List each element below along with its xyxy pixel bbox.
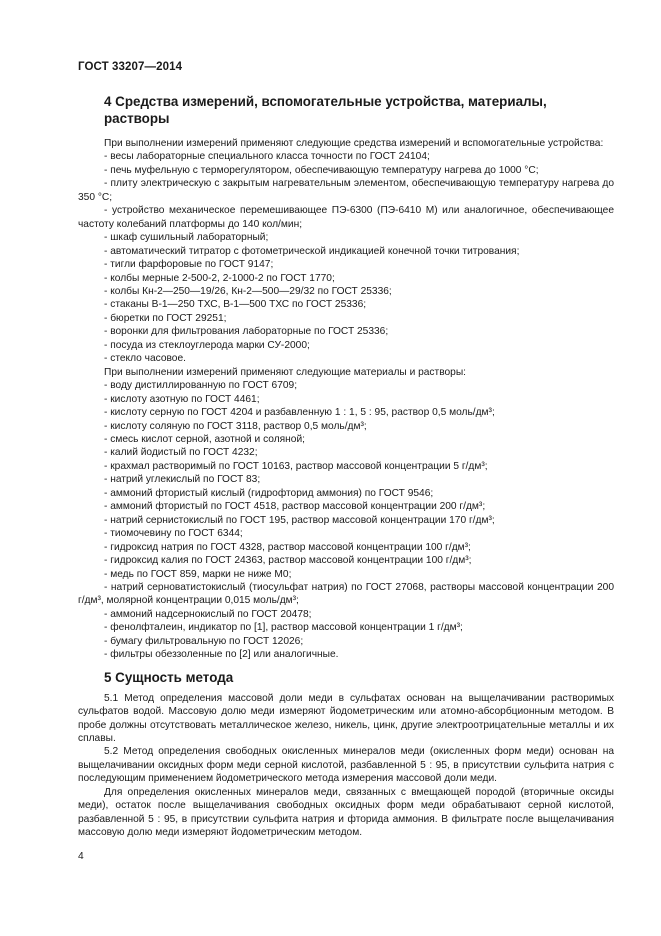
list-item: - натрий сернистокислый по ГОСТ 195, раствор массовой концентрации 170 г/дм³;	[104, 514, 495, 526]
list-item: - бюретки по ГОСТ 29251;	[104, 312, 227, 324]
list-item: - тигли фарфоровые по ГОСТ 9147;	[104, 259, 274, 271]
list-item: - плиту электрическую с закрытым нагревательным элементом, обеспечивающую температуру нагрева до 350 °С;	[78, 178, 614, 203]
list-item: - смесь кислот серной, азотной и соляной;	[104, 433, 305, 445]
list-item: - фенолфталеин, индикатор по [1], раствор массовой концентрации 1 г/дм³;	[104, 622, 463, 634]
list-item: - фильтры обеззоленные по [2] или аналогичные.	[104, 649, 339, 661]
section-5-title: 5 Сущность метода	[104, 669, 234, 685]
paragraph-5-2: 5.2 Метод определения свободных окисленных минералов меди (окисленных форм меди) основан на выщелачивании оксидных форм меди серной кислотой, разбавленной 5 : 95, в присутствии сульфита натрия с последующим применением йодометрического метода измерения массовой доли меди.	[78, 746, 614, 785]
section-4-title: 4 Средства измерений, вспомогательные устройства, материалы, растворы	[104, 94, 547, 126]
list-item: - посуда из стеклоуглерода марки СУ-2000;	[104, 339, 310, 351]
instruments-intro: При выполнении измерений применяют следующие средства измерений и вспомогательные устройства:	[104, 138, 604, 149]
list-item: - колбы мерные 2-500-2, 2-1000-2 по ГОСТ 1770;	[104, 272, 335, 284]
list-item: - тиомочевину по ГОСТ 6344;	[104, 528, 243, 540]
list-item: - колбы Кн-2—250—19/26, Кн-2—500—29/32 по ГОСТ 25336;	[104, 285, 392, 297]
list-item: - шкаф сушильный лабораторный;	[104, 232, 269, 244]
paragraph-5-1: 5.1 Метод определения массовой доли меди в сульфатах основан на выщелачивании растворимых сульфатов водой. Массовую долю меди измеряют йодометрическим или атомно-абсорбционным методом. В пробе должны отсутствовать металлическое железо, никель, цинк, другие электроотрицательные металлы и их сплавы.	[78, 692, 614, 745]
list-item: - аммоний фтористый по ГОСТ 4518, раствор массовой концентрации 200 г/дм³;	[104, 501, 486, 513]
list-item: - воронки для фильтрования лабораторные по ГОСТ 25336;	[104, 326, 389, 338]
list-item: - воду дистиллированную по ГОСТ 6709;	[104, 380, 298, 392]
list-item: - весы лабораторные специального класса точности по ГОСТ 24104;	[104, 151, 430, 163]
list-item: - стаканы В-1—250 ТХС, В-1—500 ТХС по ГОСТ 25336;	[104, 299, 367, 311]
list-item: - аммоний фтористый кислый (гидрофторид аммония) по ГОСТ 9546;	[104, 487, 434, 499]
materials-intro: При выполнении измерений применяют следующие материалы и растворы:	[104, 366, 466, 378]
list-item: - медь по ГОСТ 859, марки не ниже М0;	[104, 568, 292, 580]
list-item: - гидроксид натрия по ГОСТ 4328, раствор массовой концентрации 100 г/дм³;	[104, 541, 471, 553]
list-item: - калий йодистый по ГОСТ 4232;	[104, 447, 258, 459]
list-item: - аммоний надсернокислый по ГОСТ 20478;	[104, 608, 312, 620]
list-item: - бумагу фильтровальную по ГОСТ 12026;	[104, 635, 304, 647]
list-item: - кислоту серную по ГОСТ 4204 и разбавленную 1 : 1, 5 : 95, раствор 0,5 моль/дм³;	[104, 407, 495, 419]
paragraph-5-2-continued: Для определения окисленных минералов меди, связанных с вмещающей породой (вторичные оксиды меди), остаток после выщелачивания свободных оксидных форм меди обрабатывают серной кислотой, разбавленной 5 : 95, в присутствии сульфита натрия и фторида аммония. В фильтрате после выщелачивания массовую долю меди измеряют йодометрическим методом.	[78, 786, 614, 839]
list-item: - автоматический титратор с фотометрической индикацией конечной точки титрования;	[104, 245, 520, 257]
materials-list	[78, 379, 614, 662]
page-content	[78, 93, 614, 840]
list-item: - стекло часовое.	[104, 353, 186, 365]
page-number: 4	[78, 851, 84, 862]
list-item: - натрий серноватистокислый (тиосульфат натрия) по ГОСТ 27068, растворы массовой концентрации 200 г/дм³, молярной концентрации 0,015 моль/дм³;	[78, 581, 614, 607]
instruments-list	[78, 150, 614, 365]
list-item: - печь муфельную с терморегулятором, обеспечивающую температуру нагрева до 1000 °С;	[104, 164, 539, 176]
list-item: - натрий углекислый по ГОСТ 83;	[104, 474, 261, 486]
list-item: - кислоту азотную по ГОСТ 4461;	[104, 393, 260, 405]
document-code: ГОСТ 33207—2014	[78, 61, 183, 73]
list-item: - устройство механическое перемешивающее ПЭ-6300 (ПЭ-6410 М) или аналогичное, обеспечивающее частоту колебаний платформы до 140 кол/мин;	[78, 205, 614, 230]
list-item: - крахмал растворимый по ГОСТ 10163, раствор массовой концентрации 5 г/дм³;	[104, 460, 488, 472]
list-item: - кислоту соляную по ГОСТ 3118, раствор 0,5 моль/дм³;	[104, 420, 367, 432]
list-item: - гидроксид калия по ГОСТ 24363, раствор массовой концентрации 100 г/дм³;	[104, 555, 472, 567]
